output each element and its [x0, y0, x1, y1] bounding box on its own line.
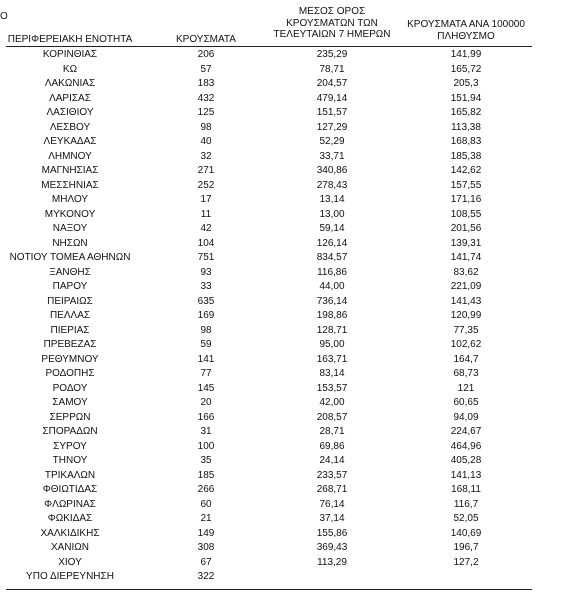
- cell-area: ΦΩΚΙΔΑΣ: [47, 513, 93, 524]
- cell-cases: 206: [197, 49, 215, 60]
- cell-per-100000: 141,99: [450, 49, 482, 60]
- header-cases: ΚΡΟΥΣΜΑΤΑ: [176, 34, 236, 45]
- cell-per-100000: 165,72: [450, 63, 482, 75]
- cell-7day-average: 37,14: [319, 513, 345, 524]
- cell-per-100000: 108,55: [450, 208, 482, 220]
- cell-area: ΠΙΕΡΙΑΣ: [50, 324, 90, 336]
- cell-7day-average: 95,00: [319, 339, 345, 350]
- cell-7day-average: 113,29: [317, 556, 347, 568]
- cell-7day-average: 116,86: [317, 266, 347, 278]
- cell-7day-average: 83,14: [319, 368, 345, 379]
- cell-area: ΡΟΔΟΥ: [52, 382, 88, 394]
- cell-cases: 40: [200, 136, 212, 147]
- table-row: [0, 512, 572, 527]
- header-per-line1: ΚΡΟΥΣΜΑΤΑ ΑΝΑ 100000: [407, 19, 525, 30]
- cell-cases: 266: [197, 484, 215, 495]
- table-row: [0, 338, 572, 353]
- table-row: [0, 237, 572, 252]
- table-row: [0, 570, 572, 585]
- cell-per-100000: 165,82: [450, 107, 482, 118]
- table-row: [0, 425, 572, 440]
- cell-7day-average: 76,14: [319, 498, 345, 510]
- cell-7day-average: 52,29: [319, 136, 345, 147]
- cell-per-100000: 113,38: [451, 121, 481, 133]
- cell-area: ΦΘΙΩΤΙΔΑΣ: [42, 484, 98, 495]
- cell-area: ΤΡΙΚΑΛΩΝ: [44, 469, 96, 481]
- cell-cases: 141: [197, 353, 215, 365]
- cell-cases: 635: [197, 295, 215, 307]
- cell-7day-average: 479,14: [316, 92, 348, 104]
- cell-area: ΜΑΓΝΗΣΙΑΣ: [41, 165, 99, 176]
- cell-area: ΣΠΟΡΑΔΩΝ: [42, 426, 98, 437]
- cell-cases: 57: [200, 63, 212, 75]
- cell-area: ΣΥΡΟΥ: [53, 440, 87, 452]
- cell-7day-average: 163,71: [316, 353, 348, 365]
- cell-cases: 77: [200, 368, 212, 379]
- cell-per-100000: 157,55: [450, 179, 482, 191]
- table-row: [0, 309, 572, 324]
- cell-area: ΛΗΜΝΟΥ: [48, 150, 92, 162]
- cell-cases: 322: [197, 571, 215, 582]
- cell-cases: 100: [197, 440, 215, 452]
- table-body: [0, 48, 572, 585]
- cell-area: ΛΕΥΚΑΔΑΣ: [43, 136, 97, 147]
- table-row: [0, 222, 572, 237]
- header-area: ΠΕΡΙΦΕΡΕΙΑΚΗ ΕΝΟΤΗΤΑ: [7, 34, 133, 45]
- cell-7day-average: 198,86: [316, 310, 348, 321]
- header-avg-line3: ΤΕΛΕΥΤΑΙΩΝ 7 ΗΜΕΡΩΝ: [273, 29, 391, 40]
- cell-per-100000: 464,96: [450, 440, 482, 452]
- cell-7day-average: 128,71: [316, 324, 348, 336]
- cell-cases: 169: [197, 310, 215, 321]
- table-row: [0, 77, 572, 92]
- stray-character: Ο: [0, 11, 8, 22]
- cell-per-100000: 224,67: [450, 426, 482, 437]
- cell-per-100000: 205,3: [453, 78, 479, 89]
- cell-cases: 149: [197, 527, 215, 539]
- cell-per-100000: 127,2: [453, 556, 479, 568]
- cell-7day-average: 126,14: [316, 237, 348, 249]
- cell-per-100000: 68,73: [453, 368, 479, 379]
- cell-per-100000: 171,16: [450, 194, 482, 205]
- cell-area: ΛΑΣΙΘΙΟΥ: [46, 107, 94, 118]
- cell-area: ΠΑΡΟΥ: [52, 281, 88, 292]
- header-per-line2: ΠΛΗΘΥΣΜΟ: [437, 30, 495, 42]
- cell-per-100000: 185,38: [450, 150, 482, 162]
- table-row: [0, 280, 572, 295]
- cell-7day-average: 13,00: [319, 208, 345, 220]
- cell-7day-average: 235,29: [316, 49, 348, 60]
- cell-per-100000: 94,09: [453, 411, 479, 423]
- header-avg-line2: ΚΡΟΥΣΜΑΤΩΝ ΤΩΝ: [286, 17, 378, 29]
- cell-cases: 11: [200, 208, 212, 220]
- cell-7day-average: 155,86: [316, 527, 348, 539]
- cell-area: ΝΑΞΟΥ: [52, 223, 88, 234]
- cell-area: ΣΕΡΡΩΝ: [49, 411, 91, 423]
- table-row: [0, 266, 572, 281]
- table-row: [0, 63, 572, 78]
- cell-7day-average: 278,43: [316, 179, 348, 191]
- table-row: [0, 179, 572, 194]
- table-row: [0, 208, 572, 223]
- cell-per-100000: 164,7: [453, 353, 479, 365]
- cell-area: ΛΑΚΩΝΙΑΣ: [44, 78, 96, 89]
- cell-cases: 751: [197, 252, 215, 263]
- cell-area: ΡΟΔΟΠΗΣ: [45, 368, 95, 379]
- cell-7day-average: 24,14: [319, 455, 345, 466]
- cell-cases: 183: [197, 78, 215, 89]
- cell-area: ΚΟΡΙΝΘΙΑΣ: [42, 49, 98, 60]
- cell-cases: 308: [197, 542, 215, 553]
- bottom-rule: [6, 589, 532, 590]
- cell-cases: 21: [200, 513, 212, 524]
- cell-per-100000: 151,94: [450, 92, 482, 104]
- cell-7day-average: 208,57: [316, 411, 348, 423]
- cell-cases: 104: [197, 237, 215, 249]
- cell-cases: 67: [200, 556, 212, 568]
- table-row: [0, 48, 572, 63]
- cell-area: ΛΑΡΙΣΑΣ: [49, 92, 91, 104]
- cell-cases: 271: [197, 165, 215, 176]
- cell-7day-average: 233,57: [316, 469, 348, 481]
- table-row: [0, 295, 572, 310]
- table-row: [0, 92, 572, 107]
- cell-7day-average: 204,57: [316, 78, 348, 89]
- cell-per-100000: 52,05: [453, 513, 479, 524]
- cell-per-100000: 116,7: [453, 498, 479, 510]
- cell-area: ΜΗΛΟΥ: [51, 194, 89, 205]
- cell-per-100000: 168,83: [450, 136, 482, 147]
- cell-cases: 31: [200, 426, 212, 437]
- cell-per-100000: 141,74: [450, 252, 482, 263]
- cell-area: ΧΑΛΚΙΔΙΚΗΣ: [40, 527, 100, 539]
- cell-area: ΜΥΚΟΝΟΥ: [44, 208, 96, 220]
- cell-area: ΧΑΝΙΩΝ: [50, 542, 90, 553]
- cell-area: ΧΙΟΥ: [58, 556, 82, 568]
- table-row: [0, 121, 572, 136]
- cell-area: ΣΑΜΟΥ: [52, 397, 88, 408]
- header-7day-average: [268, 6, 396, 41]
- cell-7day-average: 340,86: [316, 165, 348, 176]
- table-row: [0, 324, 572, 339]
- cell-area: ΠΡΕΒΕΖΑΣ: [43, 339, 97, 350]
- table-row: [0, 498, 572, 513]
- cell-cases: 17: [200, 194, 212, 205]
- cell-area: ΜΕΣΣΗΝΙΑΣ: [41, 179, 99, 191]
- cell-per-100000: 60,65: [453, 397, 479, 408]
- cell-cases: 432: [197, 92, 215, 104]
- header-rule: [6, 46, 532, 47]
- cell-cases: 125: [197, 107, 215, 118]
- table-row: [0, 556, 572, 571]
- cell-cases: 60: [200, 498, 212, 510]
- table-row: [0, 396, 572, 411]
- cell-per-100000: 405,28: [450, 455, 482, 466]
- table-row: [0, 135, 572, 150]
- cell-per-100000: 142,62: [450, 165, 482, 176]
- cell-7day-average: 369,43: [316, 542, 348, 553]
- cell-7day-average: 44,00: [319, 281, 345, 292]
- cell-area: ΚΩ: [62, 63, 78, 75]
- cell-per-100000: 102,62: [450, 339, 482, 350]
- cell-cases: 252: [197, 179, 215, 191]
- cell-cases: 93: [200, 266, 212, 278]
- cell-per-100000: 196,7: [453, 542, 479, 553]
- cell-cases: 32: [200, 150, 212, 162]
- cell-7day-average: 736,14: [316, 295, 348, 307]
- cell-area: ΡΕΘΥΜΝΟΥ: [41, 353, 99, 365]
- cell-7day-average: 268,71: [316, 484, 348, 495]
- cell-area: ΠΕΛΛΑΣ: [49, 310, 91, 321]
- cell-7day-average: 69,86: [319, 440, 345, 452]
- cell-area: ΛΕΣΒΟΥ: [49, 121, 91, 133]
- table-row: [0, 483, 572, 498]
- table-row: [0, 382, 572, 397]
- cell-per-100000: 201,56: [450, 223, 482, 234]
- cell-cases: 98: [200, 324, 212, 336]
- cell-per-100000: 77,35: [453, 324, 479, 336]
- cell-area: ΝΗΣΩΝ: [52, 237, 88, 249]
- cell-cases: 59: [200, 339, 212, 350]
- cell-cases: 35: [200, 455, 212, 466]
- cell-per-100000: 168,11: [451, 484, 481, 495]
- cell-cases: 20: [200, 397, 212, 408]
- cell-per-100000: 83,62: [453, 266, 479, 278]
- table-row: [0, 411, 572, 426]
- cell-cases: 166: [197, 411, 215, 423]
- table-row: [0, 454, 572, 469]
- cell-cases: 33: [200, 281, 212, 292]
- cell-per-100000: 141,43: [450, 295, 482, 307]
- cell-area: ΥΠΟ ΔΙΕΡΕΥΝΗΣΗ: [26, 571, 114, 582]
- cell-7day-average: 127,29: [316, 121, 348, 133]
- cell-7day-average: 153,57: [316, 382, 348, 394]
- cell-7day-average: 13,14: [319, 194, 345, 205]
- cell-per-100000: 139,31: [450, 237, 482, 249]
- table-row: [0, 469, 572, 484]
- cell-7day-average: 28,71: [319, 426, 345, 437]
- table-row: [0, 367, 572, 382]
- cell-cases: 42: [200, 223, 212, 234]
- cell-cases: 98: [200, 121, 212, 133]
- table-row: [0, 251, 572, 266]
- header-per-100000: [400, 19, 532, 42]
- table-row: [0, 527, 572, 542]
- table-row: [0, 193, 572, 208]
- cell-per-100000: 140,69: [450, 527, 482, 539]
- cell-area: ΤΗΝΟΥ: [52, 455, 88, 466]
- cell-7day-average: 59,14: [319, 223, 345, 234]
- table-row: [0, 106, 572, 121]
- cell-per-100000: 141,13: [450, 469, 482, 481]
- table-row: [0, 541, 572, 556]
- cell-cases: 185: [197, 469, 215, 481]
- table-row: [0, 440, 572, 455]
- cell-7day-average: 33,71: [319, 150, 345, 162]
- table-row: [0, 164, 572, 179]
- cell-area: ΠΕΙΡΑΙΩΣ: [47, 295, 93, 307]
- table-row: [0, 150, 572, 165]
- cell-area: ΞΑΝΘΗΣ: [49, 266, 91, 278]
- cell-7day-average: 42,00: [319, 397, 345, 408]
- header-avg-line1: ΜΕΣΟΣ ΟΡΟΣ: [298, 6, 366, 17]
- cell-per-100000: 221,09: [450, 281, 482, 292]
- cell-area: ΦΛΩΡΙΝΑΣ: [44, 498, 96, 510]
- cell-7day-average: 151,57: [316, 107, 348, 118]
- cell-7day-average: 78,71: [319, 63, 345, 75]
- cell-cases: 145: [197, 382, 215, 394]
- cell-per-100000: 120,99: [450, 310, 482, 321]
- cell-7day-average: 834,57: [316, 252, 348, 263]
- cell-per-100000: 121: [457, 382, 475, 394]
- cell-area: ΝΟΤΙΟΥ ΤΟΜΕΑ ΑΘΗΝΩΝ: [9, 252, 131, 263]
- table-row: [0, 353, 572, 368]
